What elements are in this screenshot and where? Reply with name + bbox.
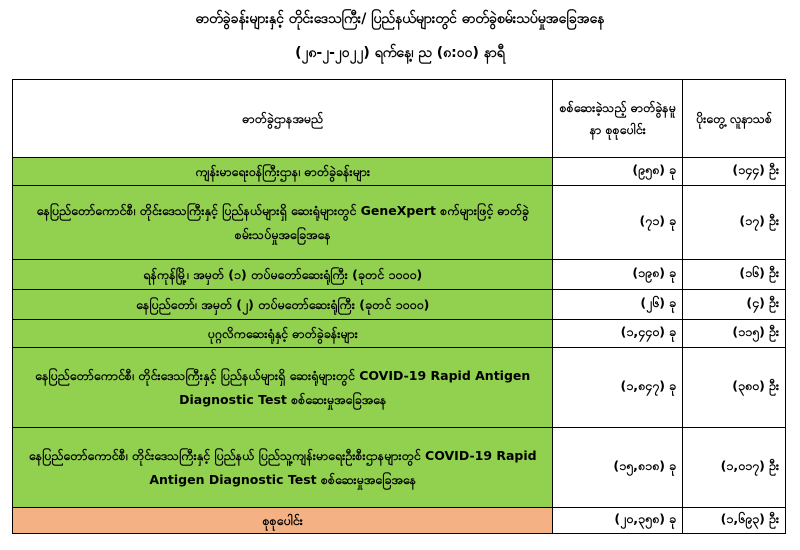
tests-unit: ခု xyxy=(668,378,676,393)
tests-unit: ခု xyxy=(668,162,676,177)
positive-cell xyxy=(682,428,785,508)
lab-name-cell: နေပြည်တော်ကောင်စီ၊ တိုင်းဒေသကြီးနှင့် ပြည်နယ် ပြည်သူ့ကျန်းမာရေးဦးစီးဌာနများတွင် COVID-19 Rapid Antigen Diagnostic Test စစ်ဆေးမှုအခြေအနေ xyxy=(13,428,553,508)
lab-name-cell: နေပြည်တော်၊ အမှတ် (၂) တပ်မတော်ဆေးရုံကြီး (ခုတင် ၁၀၀၀) xyxy=(13,290,553,320)
total-tests-cell xyxy=(553,508,683,534)
lab-name-cell: ပုဂ္ဂလိကဆေးရုံနှင့် ဓာတ်ခွဲခန်းများ xyxy=(13,320,553,348)
tests-value: (၂၆) xyxy=(640,295,665,310)
table-row xyxy=(13,290,786,320)
lab-name-cell: ရန်ကုန်မြို့၊ အမှတ် (၁) တပ်မတော်ဆေးရုံကြီး (ခုတင် ၁၀၀၀) xyxy=(13,260,553,290)
tests-cell xyxy=(553,320,683,348)
positive-unit: ဦး xyxy=(768,265,779,280)
positive-cell xyxy=(682,158,785,186)
table-row xyxy=(13,158,786,186)
tests-unit: ခု xyxy=(668,265,676,280)
table-row xyxy=(13,186,786,260)
table-header-row xyxy=(13,80,786,158)
tests-cell xyxy=(553,186,683,260)
tests-value: (၉၅၈) xyxy=(632,162,665,177)
positive-value: (၁၆) xyxy=(739,265,765,280)
positive-unit: ဦး xyxy=(768,295,779,310)
positive-unit: ဦး xyxy=(768,162,779,177)
tests-cell xyxy=(553,158,683,186)
tests-unit: ခု xyxy=(668,213,676,228)
tests-value: (၁,၈၄၇) xyxy=(620,378,665,393)
tests-cell xyxy=(553,428,683,508)
lab-name-cell: နေပြည်တော်ကောင်စီ၊ တိုင်းဒေသကြီးနှင့် ပြည်နယ်များရှိ ဆေးရုံများတွင် GeneXpert စက်များဖြင့် ဓာတ်ခွဲစမ်းသပ်မှုအခြေအနေ xyxy=(13,186,553,260)
tests-unit: ခု xyxy=(668,511,676,526)
positive-value: (၁၁၅) xyxy=(732,324,765,339)
table-row xyxy=(13,260,786,290)
positive-value: (၄) xyxy=(746,295,765,310)
positive-value: (၁,၀၁၇) xyxy=(720,458,765,473)
total-tests-value: (၂၀,၃၅၈) xyxy=(614,511,665,526)
tests-value: (၁,၄၄၀) xyxy=(620,324,665,339)
tests-unit: ခု xyxy=(668,458,676,473)
lab-name-cell: ကျန်းမာရေးဝန်ကြီးဌာန၊ ဓာတ်ခွဲခန်းများ xyxy=(13,158,553,186)
positive-cell xyxy=(682,260,785,290)
tests-unit: ခု xyxy=(668,324,676,339)
total-label: စုစုပေါင်း xyxy=(13,508,553,534)
total-row xyxy=(13,508,786,534)
positive-value: (၁၄၄) xyxy=(732,162,765,177)
tests-value: (၁၉၈) xyxy=(632,265,665,280)
tests-unit: ခု xyxy=(668,295,676,310)
lab-tests-table xyxy=(12,79,786,534)
tests-cell xyxy=(553,290,683,320)
positive-cell xyxy=(682,186,785,260)
positive-unit: ဦး xyxy=(768,511,779,526)
header-tests-total: စစ်ဆေးခဲ့သည့် ဓာတ်ခွဲနမူနာ စုစုပေါင်း xyxy=(553,80,683,158)
page-title: ဓာတ်ခွဲခန်းများနှင့် တိုင်းဒေသကြီး/ ပြည်နယ်များတွင် ဓာတ်ခွဲစမ်းသပ်မှုအခြေအနေ xyxy=(195,11,605,27)
positive-cell xyxy=(682,320,785,348)
total-positive-value: (၁,၆၉၃) xyxy=(720,511,765,526)
positive-cell xyxy=(682,290,785,320)
tests-cell xyxy=(553,260,683,290)
header-lab-name: ဓာတ်ခွဲဌာနအမည် xyxy=(13,80,553,158)
table-row xyxy=(13,348,786,428)
positive-unit: ဦး xyxy=(768,324,779,339)
tests-cell xyxy=(553,348,683,428)
report-datetime: (၂၈-၂-၂၀၂၂) ရက်နေ့၊ ည (၈:၀၀) နာရီ xyxy=(295,45,505,61)
positive-value: (၃၈၀) xyxy=(732,378,765,393)
positive-value: (၁၇) xyxy=(739,213,765,228)
lab-name-cell: နေပြည်တော်ကောင်စီ၊ တိုင်းဒေသကြီးနှင့် ပြည်နယ်များရှိ ဆေးရုံများတွင် COVID-19 Rapid Antigen Diagnostic Test စစ်ဆေးမှုအခြေအနေ xyxy=(13,348,553,428)
positive-unit: ဦး xyxy=(768,378,779,393)
total-positive-cell xyxy=(682,508,785,534)
header-new-positive: ပိုးတွေ့ လူနာသစ် xyxy=(682,80,785,158)
tests-value: (၇၁) xyxy=(639,213,665,228)
table-row xyxy=(13,428,786,508)
positive-cell xyxy=(682,348,785,428)
tests-value: (၁၅,၈၁၈) xyxy=(613,458,665,473)
positive-unit: ဦး xyxy=(768,213,779,228)
table-row xyxy=(13,320,786,348)
positive-unit: ဦး xyxy=(768,458,779,473)
